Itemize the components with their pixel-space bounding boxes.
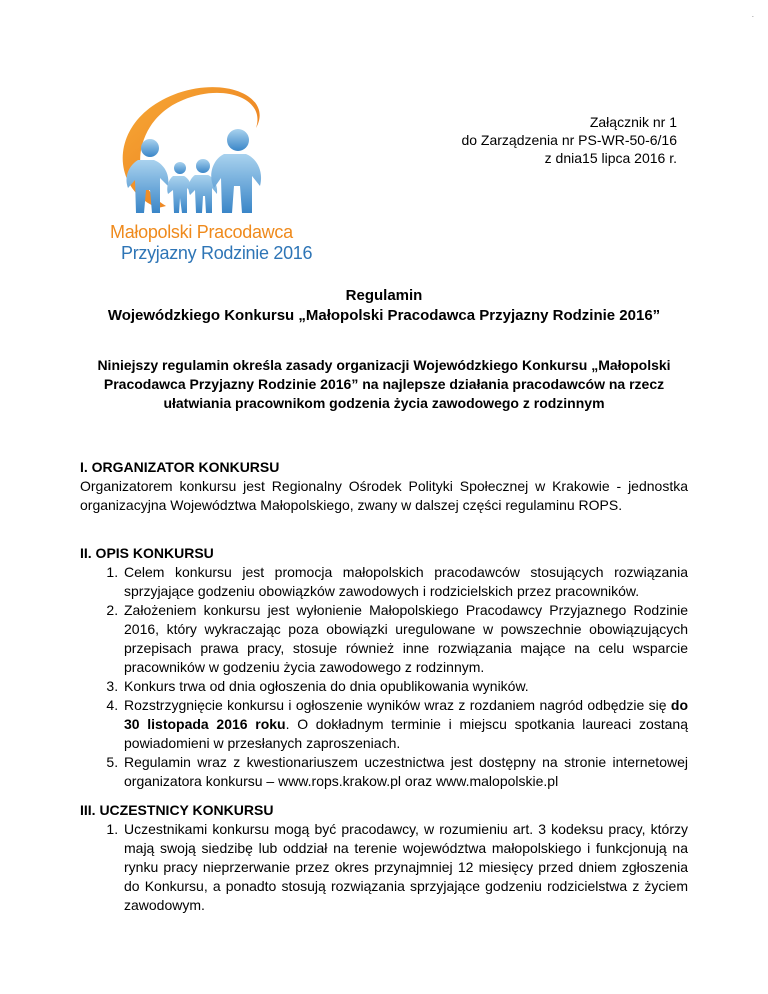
ordered-list [80, 820, 688, 915]
section-description [80, 544, 688, 791]
annex-line2: do Zarządzenia nr PS-WR-50-6/16 [461, 132, 677, 148]
list-item-text: . O dokładnym terminie i miejscu spotkania laureaci zostaną powiadomieni w przesłanych zaproszeniach. [124, 716, 689, 751]
annex-line3: z dnia15 lipca 2016 r. [544, 150, 677, 166]
title-line1: Regulamin [345, 287, 423, 304]
list-item: 3. Konkurs trwa od dnia ogłoszenia do dnia opublikowania wyników. [122, 677, 688, 696]
section-heading: III. UCZESTNICY KONKURSU [80, 802, 274, 818]
list-item: 1. Celem konkursu jest promocja małopolskich pracodawców stosujących rozwiązania sprzyjające godzeniu obowiązków zawodowych i rodzicielskich przez pracowników. [122, 563, 688, 601]
list-item [122, 696, 688, 753]
section-participants [80, 801, 688, 915]
annex-line1: Załącznik nr 1 [589, 114, 677, 130]
list-item: 5. Regulamin wraz z kwestionariuszem uczestnictwa jest dostępny na stronie internetowej organizatora konkursu – www.rops.krakow.pl oraz www.malopolskie.pl [122, 753, 688, 791]
intro-paragraph: Niniejszy regulamin określa zasady organizacji Wojewódzkiego Konkursu „Małopolski Pracodawca Przyjazny Rodzinie 2016” na najlepsze działania pracodawców na rzecz ułatwiania pracownikom godzenia życia zawodowego z rodzinnym [97, 357, 671, 411]
deadline-date: do 30 listopada 2016 roku [124, 697, 688, 732]
title-line2: Wojewódzkiego Konkursu „Małopolski Pracodawca Przyjazny Rodzinie 2016” [107, 307, 661, 324]
document-title [0, 286, 768, 326]
annex-block [461, 113, 677, 167]
logo-text-line2: Przyjazny Rodzinie 2016 [121, 243, 313, 263]
logo-text-line1: Małopolski Pracodawca [110, 222, 293, 242]
page-marker: . [751, 10, 754, 19]
list-item: 1. Uczestnikami konkursu mogą być pracodawcy, w rozumieniu art. 3 kodeksu pracy, którzy mają swoją siedzibę lub oddział na terenie województwa małopolskiego i funkcjonują na rynku pracy nieprzerwanie przez okres przynajmniej 12 miesięcy przed dniem zgłoszenia do Konkursu, a ponadto stosują rozwiązania sprzyjające godzeniu rodzicielstwa z życiem zawodowym. [122, 820, 688, 915]
list-item: 2. Założeniem konkursu jest wyłonienie Małopolskiego Pracodawcy Przyjaznego Rodzinie 2016, który wykraczając poza obowiązki uregulowane w powszechnie obowiązujących przepisach prawa pracy, stosuje również inne rozwiązania mające na celu wsparcie pracowników w godzeniu życia zawodowego z rodzinnym. [122, 601, 688, 677]
section-heading: II. OPIS KONKURSU [80, 545, 214, 561]
section-text: Organizatorem konkursu jest Regionalny Ośrodek Polityki Społecznej w Krakowie - jednostka organizacyjna Województwa Małopolskiego, zwany w dalszej części regulaminu ROPS. [80, 478, 688, 513]
section-organizer [80, 458, 688, 515]
section-heading: I. ORGANIZATOR KONKURSU [80, 459, 280, 475]
ordered-list [80, 563, 688, 791]
list-item-text: Rozstrzygnięcie konkursu i ogłoszenie wyników wraz z rozdaniem nagród odbędzie się [124, 697, 671, 713]
